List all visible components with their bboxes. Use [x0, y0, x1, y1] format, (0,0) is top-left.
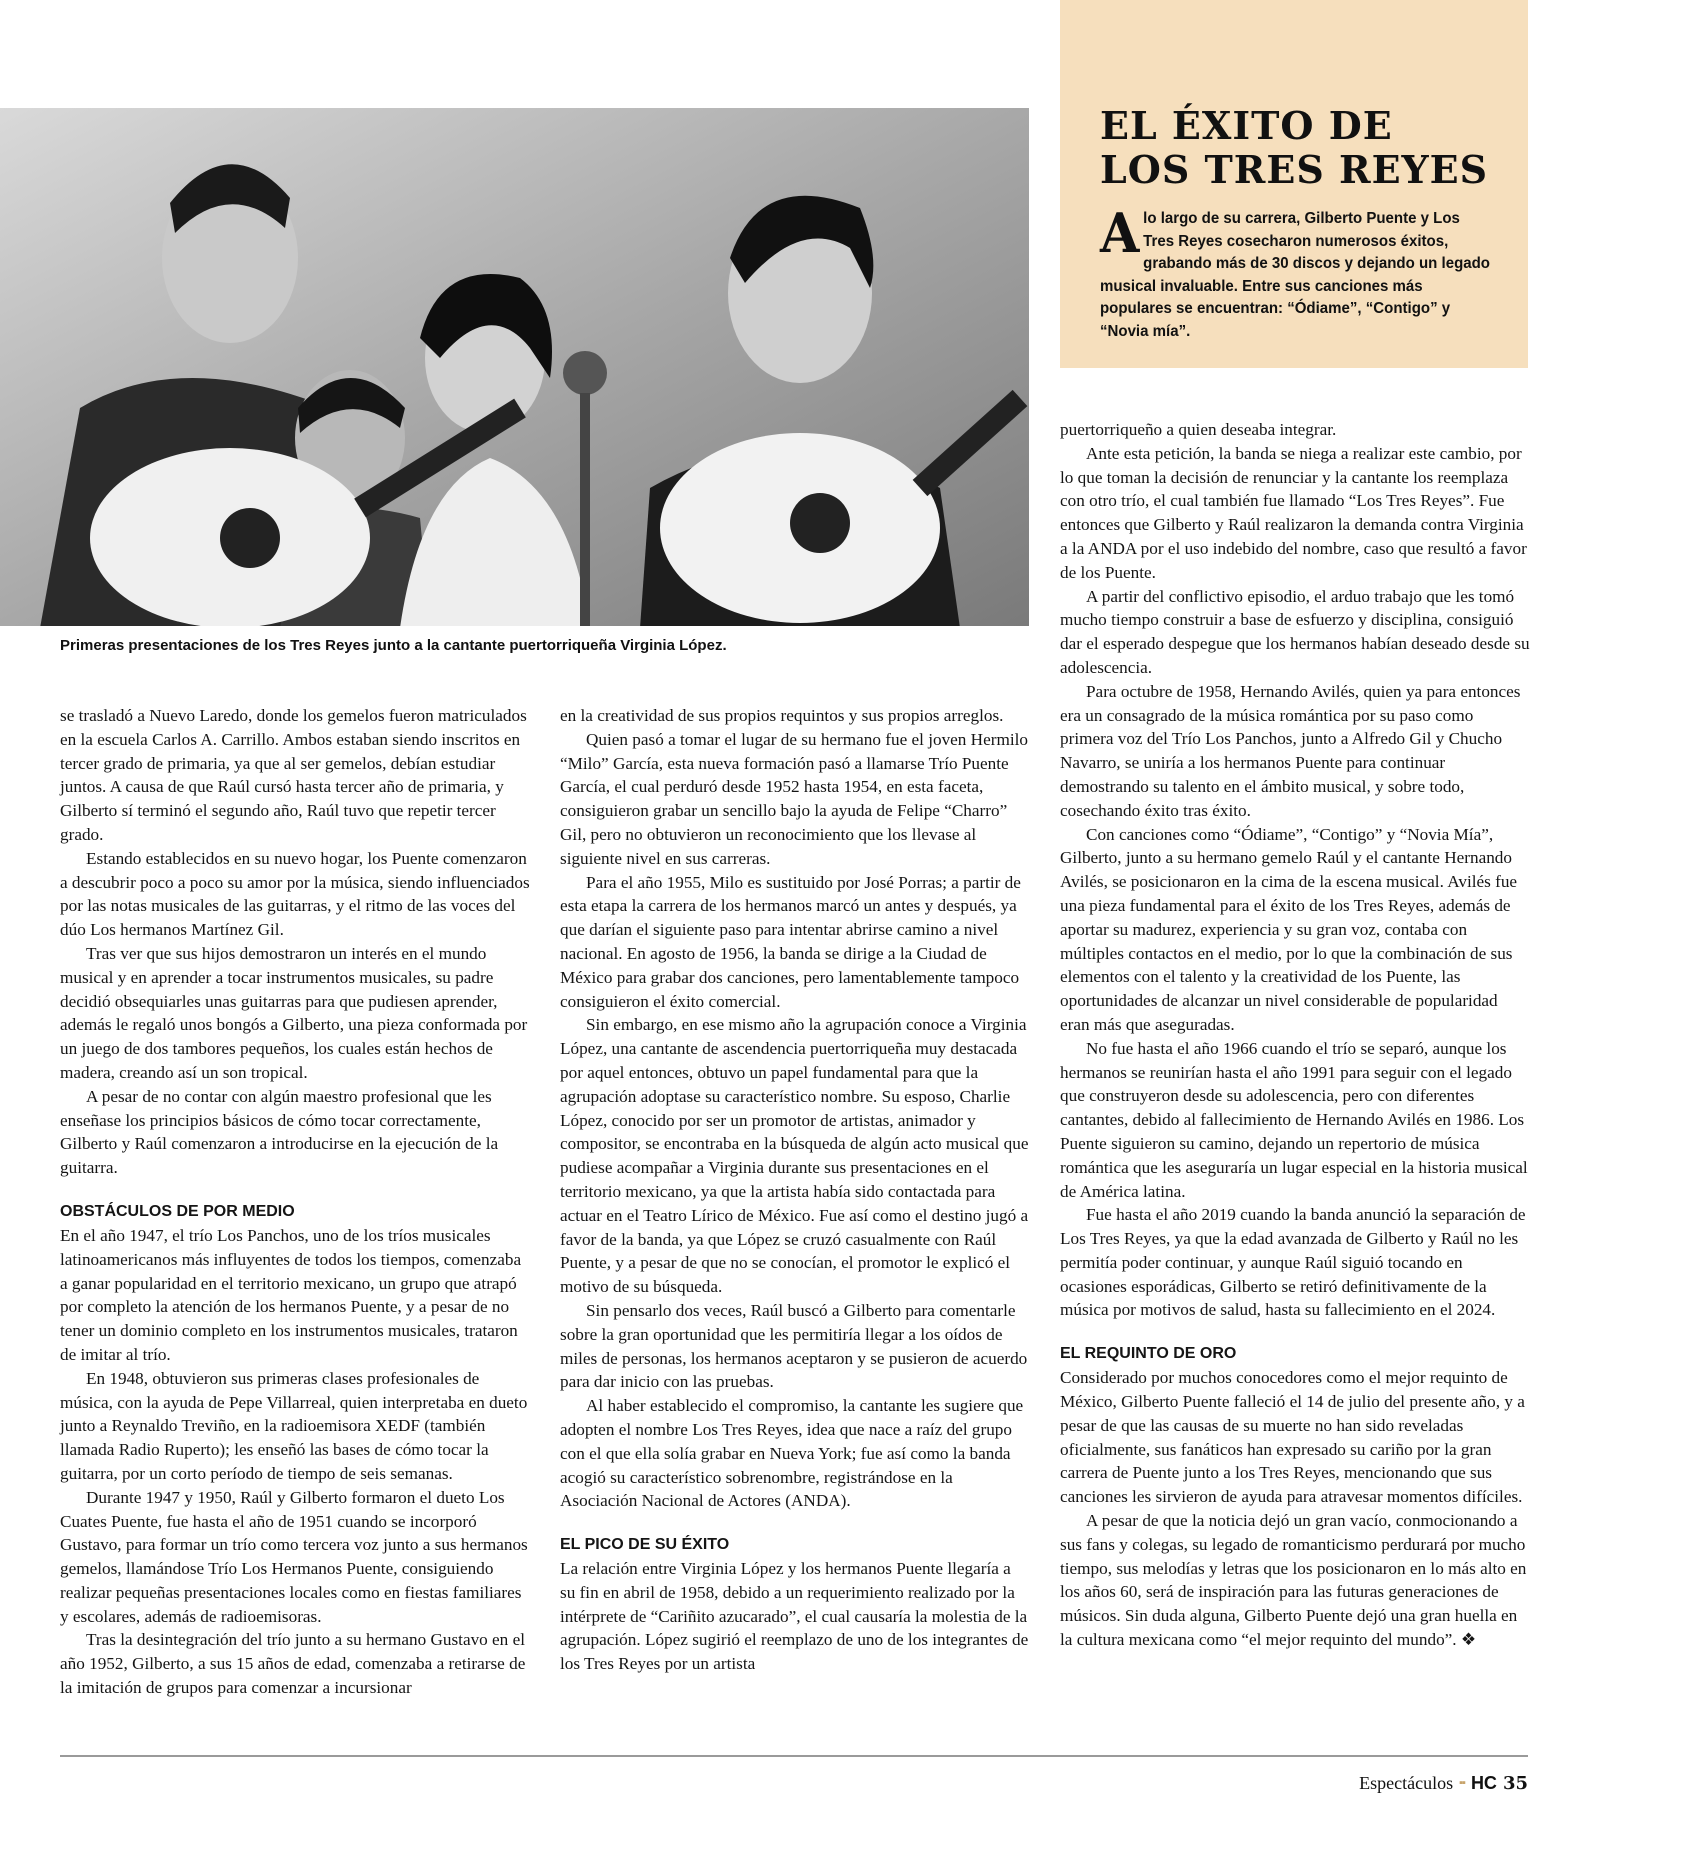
paragraph: Para el año 1955, Milo es sustituido por José Porras; a partir de esta etapa la carrera de los hermanos marcó un antes y después, ya que darían el siguiente paso para intentar abrirse camino a nivel nacional. En agosto de 1956, la banda se dirige a la Ciudad de México para grabar dos canciones, pero lamentablemente tampoco consiguieron el éxito comercial. [560, 872, 1021, 1011]
paragraph: Con canciones como “Ódiame”, “Contigo” y “Novia Mía”, Gilberto, junto a su hermano gemelo Raúl y el cantante Hernando Avilés, se posicionaron en la cima de la escena musical. Avilés fue una pieza fundamental para el éxito de los Tres Reyes, además de aportar su madurez, experiencia y su gran voz, contaba con múltiples contactos en el medio, por lo que la combinación de sus elementos con el talento y la creatividad de los Puente, las oportunidades de alcanzar un nivel considerable de popularidad eran más que aseguradas. [1060, 824, 1518, 1034]
paragraph: se trasladó a Nuevo Laredo, donde los gemelos fueron matriculados en la escuela Carlos A. Carrillo. Ambos estaban siendo inscritos en tercer grado de primaria, ya que al ser gemelos, debían estudiar juntos. A causa de que Raúl cursó hasta tercer año de primaria, y Gilberto sí terminó el segundo año, Raúl tuvo que repetir tercer grado. [60, 706, 527, 844]
paragraph: Para octubre de 1958, Hernando Avilés, quien ya para entonces era un consagrado de la música romántica por su paso como primera voz del Trío Los Panchos, junto a Alfredo Gil y Chucho Navarro, se uniría a los hermanos Puente para continuar demostrando su talento en el ámbito musical, y sobre todo, cosechando éxito tras éxito. [1060, 681, 1521, 820]
drop-cap: A [1100, 201, 1140, 265]
paragraph: Tras la desintegración del trío junto a su hermano Gustavo en el año 1952, Gilberto, a sus 15 años de edad, comenzaba a retirarse de la imitación de grupos para comenzar a incursionar [60, 1630, 526, 1698]
sidebar-title-line1: EL ÉXITO DE [1100, 103, 1393, 148]
section-heading: EL PICO DE SU ÉXITO [560, 1536, 730, 1554]
paragraph: puertorriqueño a quien deseaba integrar. [1060, 420, 1337, 439]
paragraph: Al haber establecido el compromiso, la cantante les sugiere que adopten el nombre Los Tres Reyes, idea que nace a raíz del grupo con el que ella solía grabar en Nueva York; fue así como la banda acogió su característico sobrenombre, registrándose en la Asociación Nacional de Actores (ANDA). [560, 1396, 1024, 1511]
paragraph: Tras ver que sus hijos demostraron un interés en el mundo musical y en aprender a tocar instrumentos musicales, su padre decidió obsequiarles unas guitarras para que pudiesen aprender, además le regaló unos bongós a Gilberto, una pieza conformada por un juego de dos tambores pequeños, los cuales están hechos de madera, creando así un son tropical. [60, 943, 528, 1082]
paragraph: No fue hasta el año 1966 cuando el trío se separó, aunque los hermanos se reunirían hasta el año 1991 para seguir con el legado que construyeron desde su adolescencia, pero con diferentes cantantes, debido al fallecimiento de Hernando Avilés en 1986. Los Puente siguieron su camino, dejando un repertorio de música romántica que les aseguraría un lugar especial en la historia musical de América latina. [1060, 1038, 1528, 1201]
photo-caption: Primeras presentaciones de los Tres Reyes junto a la cantante puertorriqueña Virginia López. [60, 637, 727, 654]
column-1 [60, 704, 530, 1700]
footer-separator: ▪▪ [1459, 1777, 1465, 1789]
page-footer [1359, 1770, 1528, 1796]
sidebar-title [1100, 104, 1520, 192]
paragraph: En el año 1947, el trío Los Panchos, uno de los tríos musicales latinoamericanos más influyentes de todos los tiempos, comenzaba a ganar popularidad en el territorio mexicano, un grupo que atrapó por completo la atención de los hermanos Puente, y a pesar de no tener un dominio completo en los instrumentos musicales, trataron de imitar al trío. [60, 1225, 522, 1364]
paragraph: A partir del conflictivo episodio, el arduo trabajo que les tomó mucho tiempo construir a base de esfuerzo y disciplina, consiguió dar el esperado despegue que los hermanos habían deseado desde su adolescencia. [1060, 586, 1530, 677]
band-photo [0, 108, 1029, 626]
paragraph: Ante esta petición, la banda se niega a realizar este cambio, por lo que toman la decisión de renunciar y la cantante los reemplaza con otro trío, el cual también fue llamado “Los Tres Reyes”. Fue entonces que Gilberto y Raúl realizaron la demanda contra Virginia a la ANDA por el uso indebido del nombre, caso que resultó a favor de los Puente. [1060, 443, 1527, 582]
page-number: 35 [1502, 1772, 1528, 1794]
paragraph: Estando establecidos en su nuevo hogar, los Puente comenzaron a descubrir poco a poco su amor por la música, siendo influenciados por las notas musicales de las guitarras, y el ritmo de las voces del dúo Los hermanos Martínez Gil. [60, 848, 530, 940]
paragraph: La relación entre Virginia López y los hermanos Puente llegaría a su fin en abril de 1958, debido a un requerimiento realizado por la intérprete de “Cariñito azucarado”, el cual causaría la molestia de la agrupación. López sugirió el reemplazo de uno de los integrantes de los Tres Reyes por un artista [560, 1559, 1029, 1674]
paragraph: Sin embargo, en ese mismo año la agrupación conoce a Virginia López, una cantante de ascendencia puertorriqueña muy destacada por aquel entonces, obtuvo un papel fundamental para que la agrupación adoptase su característico nombre. Su esposo, Charlie López, conocido por ser un promotor de artistas, animador y compositor, se encontraba en la búsqueda de algún acto musical que pudiese acompañar a Virginia durante sus presentaciones en el territorio mexicano, ya que la artista había sido contactada para actuar en el Teatro Lírico de México. Fue así como el destino jugó a favor de la banda, ya que López se cruzó casualmente con Raúl Puente, y a pesar de que no se conocían, el promotor le explicó el motivo de su búsqueda. [560, 1015, 1029, 1297]
section-heading: EL REQUINTO DE ORO [1060, 1345, 1237, 1363]
paragraph: Durante 1947 y 1950, Raúl y Gilberto formaron el dueto Los Cuates Puente, fue hasta el año de 1951 cuando se incorporó Gustavo, para formar un trío como tercera voz junto a sus hermanos gemelos, llamándose Trío Los Hermanos Puente, consiguiendo realizar pequeñas presentaciones locales como en fiestas familiares y escolares, además de radioemisoras. [60, 1487, 528, 1626]
sidebar-title-line2: LOS TRES REYES [1100, 147, 1489, 192]
paragraph: en la creatividad de sus propios requintos y sus propios arreglos. [560, 706, 1004, 725]
column-3 [1060, 418, 1530, 1652]
paragraph: Quien pasó a tomar el lugar de su hermano fue el joven Hermilo “Milo” García, esta nueva formación pasó a llamarse Trío Puente García, el cual perduró desde 1952 hasta 1954, en esta faceta, consiguieron grabar un sencillo bajo la ayuda de Felipe “Charro” Gil, pero no obtuvieron un reconocimiento que los llevase al siguiente nivel en sus carreras. [560, 729, 1028, 868]
footer-magazine: HC [1470, 1772, 1497, 1793]
band-photo-illustration [0, 108, 1029, 626]
paragraph: Sin pensarlo dos veces, Raúl buscó a Gilberto para comentarle sobre la gran oportunidad que les permitiría llegar a los oídos de miles de personas, los hermanos aceptaron y se pusieron de acuerdo para dar inicio con las pruebas. [560, 1300, 1028, 1392]
sidebar-body: lo largo de su carrera, Gilberto Puente y Los Tres Reyes cosecharon numerosos éxitos, grabando más de 30 discos y dejando un legado musical invaluable. Entre sus canciones más populares se encuentran: “Ódiame”, “Contigo” y “Novia mía”. [1100, 210, 1490, 340]
sidebar-text [1100, 201, 1495, 344]
section-heading: OBSTÁCULOS DE POR MEDIO [60, 1202, 295, 1220]
paragraph: A pesar de que la noticia dejó un gran vacío, conmocionando a sus fans y colegas, su legado de romanticismo perdurará por mucho tiempo, sus melodías y letras que los posicionaron en lo más alto en los años 60, será de inspiración para las futuras generaciones de músicos. Sin duda alguna, Gilberto Puente dejó una gran huella en la cultura mexicana como “el mejor requinto del mundo”. ❖ [1060, 1511, 1527, 1650]
footer-section: Espectáculos [1359, 1772, 1454, 1793]
paragraph: En 1948, obtuvieron sus primeras clases profesionales de música, con la ayuda de Pepe Villarreal, quien interpretaba en dueto junto a Reynaldo Treviño, en la radioemisora XEDF (también llamada Radio Ruperto); les enseñó las bases de cómo tocar la guitarra, por un corto período de tiempo de seis semanas. [60, 1368, 528, 1483]
column-2 [560, 704, 1030, 1676]
footer-rule [60, 1755, 1528, 1757]
paragraph: Considerado por muchos conocedores como el mejor requinto de México, Gilberto Puente falleció el 14 de julio del presente año, y a pesar de que las causas de su muerte no han sido reveladas oficialmente, sus fanáticos han expresado su cariño por la gran carrera de Puente junto a los Tres Reyes, mencionando que sus canciones les sirvieron de ayuda para atravesar momentos difíciles. [1060, 1368, 1525, 1507]
paragraph: Fue hasta el año 2019 cuando la banda anunció la separación de Los Tres Reyes, ya que la edad avanzada de Gilberto y Raúl no les permitía poder continuar, y aunque Raúl siguió tocando en ocasiones esporádicas, Gilberto se retiró definitivamente de la música por motivos de salud, hasta su fallecimiento en el 2024. [1060, 1205, 1526, 1320]
paragraph: A pesar de no contar con algún maestro profesional que les enseñase los principios básicos de cómo tocar correctamente, Gilberto y Raúl comenzaron a introducirse en la ejecución de la guitarra. [60, 1086, 499, 1178]
